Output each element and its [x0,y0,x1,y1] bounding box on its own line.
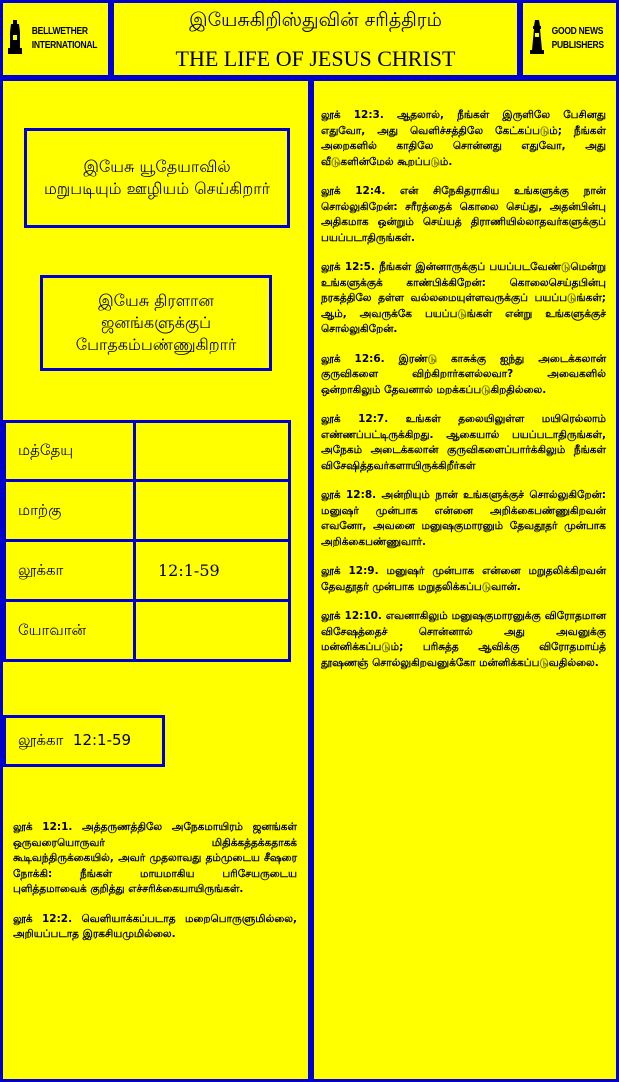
gospel-book-john: யோவான் [3,599,136,662]
title-english: THE LIFE OF JESUS CHRIST [175,46,456,71]
gospel-ref-john [133,599,291,662]
verse-12-3: லூக் 12:3. ஆதலால், நீங்கள் இருளிலே பேசினது எதுவோ, அது வெளிச்சத்திலே கேட்கப்படும்; நீங்கள் அறைகளில் காதிலே சொன்னது எதுவோ, அது வீடுகளின்மேல் கூறப்படும். [321,109,606,168]
verse-12-6: லூக் 12:6. இரண்டு காசுக்கு ஐந்து அடைக்கலான் குருவிகளை விற்கிறார்களல்லவா? அவைகளில் ஒன்றாகிலும் தேவனால் மறக்கப்படுகிறதில்லை. [321,352,606,396]
gospel-book-matthew: மத்தேயு [3,420,136,482]
gospel-book-luke: லூக்கா [3,539,136,602]
section-title-judea: இயேசு யூதேயாவில் மறுபடியும் ஊழியம் செய்கிறார் [24,128,290,228]
verse-12-7: லூக் 12:7. உங்கள் தலையிலுள்ள மயிரெல்லாம் எண்ணப்பட்டிருக்கிறது. ஆகையால் பயப்படாதிருங்கள், அநேகம் அடைக்கலான் குருவிகளைப்பார்க்கிலும் நீங்கள் விசேஷித்தவர்களாயிருக்கிறீர்கள் [321,413,606,472]
bellwether-logo [0,0,111,78]
right-verses [321,108,606,685]
section-title-multitude: இயேசு திரளான ஜனங்களுக்குப் போதகம்பண்ணுகிறார் [40,275,272,371]
verse-12-5: லூக் 12:5. நீங்கள் இன்னாருக்குப் பயப்படவேண்டுமென்று உங்களுக்குக் காண்பிக்கிறேன்: கொலைசெய்தபின்பு நரகத்திலே தள்ள வல்லமையுள்ளவருக்குப் பயப்படுங்கள்; ஆம், அவருக்கே பயப்படுங்கள் என்று உங்களுக்குச் சொல்லுகிறேன். [321,261,606,335]
verse-12-8: லூக் 12:8. அன்றியும் நான் உங்களுக்குச் சொல்லுகிறேன்: மனுஷர் முன்பாக என்னை அறிக்கைபண்ணுகிறவன் எவனோ, அவனை மனுஷகுமாரனும் தேவதூதர் முன்பாக அறிக்கைபண்ணுவார். [321,489,606,548]
verse-12-1: லூக் 12:1. அத்தருணத்திலே அநேகமாயிரம் ஜனங்கள் ஒருவரையொருவர் மிதிக்கத்தக்கதாகக் கூடிவந்திருக்கையில், அவர் முதலாவது தம்முடைய சீஷரை நோக்கி: நீங்கள் மாயமாகிய பரிசேயருடைய புளித்தமாவைக் குறித்து எச்சரிக்கையாயிருங்கள். [13,821,297,895]
title-tamil: இயேசுகிறிஸ்துவின் சரித்திரம் [189,9,442,31]
gospel-book-mark: மாற்கு [3,479,136,542]
passage-reference: லூக்கா 12:1-59 [3,715,165,767]
gospel-ref-luke: 12:1-59 [133,539,291,602]
right-logo-line-2: PUBLISHERS [551,40,605,51]
left-verses [13,820,297,957]
verse-12-2: லூக் 12:2. வெளியாக்கப்படாத மறைபொருளுமில்லை, அறியப்படாத இரகசியமுமில்லை. [13,912,297,940]
verse-12-9: லூக் 12:9. மனுஷர் முன்பாக என்னை மறுதலிக்கிறவன் தேவதூதர் முன்பாக மறுதலிக்கப்படுவான். [321,565,606,593]
lighthouse-icon [530,20,544,58]
verse-12-10: லூக் 12:10. எவனாகிலும் மனுஷகுமாரனுக்கு விரோதமான விசேஷத்தைச் சொன்னால் அது அவனுக்கு மன்னிக்கப்படும்; பரிசுத்த ஆவிக்கு விரோதமாய்த் தூஷணஞ் சொல்லுகிறவனுக்கோ மன்னிக்கப்படுவதில்லை. [321,610,606,669]
good-news-logo [520,0,619,78]
gospel-ref-matthew [133,420,291,482]
bell-tower-icon [7,20,23,58]
gospel-ref-mark [133,479,291,542]
left-logo-line-1: BELLWETHER [32,26,89,37]
verse-12-4: லூக் 12:4. என் சிநேகிதராகிய உங்களுக்கு நான் சொல்லுகிறேன்: சரீரத்தைக் கொலை செய்து, அதன்பின்பு அதிகமாக ஒன்றும் செய்யத் திராணியில்லாதவர்களுக்குப் பயப்படாதிருங்கள். [321,185,606,244]
right-logo-line-1: GOOD NEWS [551,26,604,37]
left-logo-line-2: INTERNATIONAL [32,40,98,51]
title-banner [111,0,520,78]
